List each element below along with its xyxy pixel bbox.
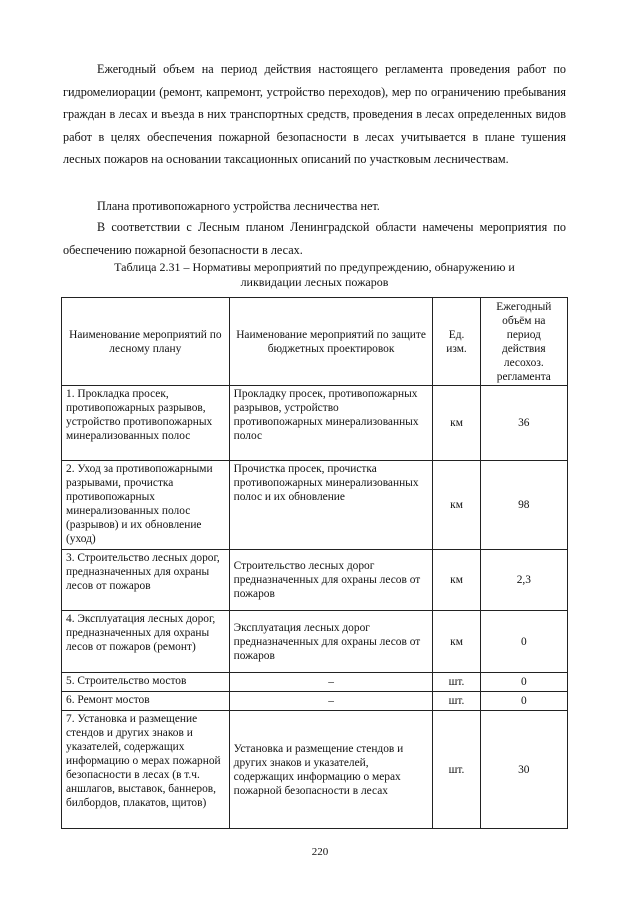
cell-unit: км: [433, 550, 480, 611]
table-caption-line-2: ликвидации лесных пожаров: [240, 275, 389, 289]
table-row: [62, 386, 568, 461]
cell-volume: 98: [480, 461, 567, 550]
paragraph-annual-volume: Ежегодный объем на период действия настоящего регламента проведения работ по гидромелиорации (ремонт, капремонт, устройство переходов), мер по ограничению пребывания граждан в лесах и въезда в них транспортных средств, проведения в лесах определенных видов работ в целях обеспечения пожарной безопасности в лесах учитывается в плане тушения лесных пожаров на основании таксационных описаний по участковым лесничествам.: [63, 62, 566, 166]
cell-budget: Эксплуатация лесных дорог предназначенных для охраны лесов от пожаров: [229, 611, 433, 673]
cell-unit: шт.: [433, 692, 480, 711]
table-caption-line-1: Таблица 2.31 – Нормативы мероприятий по предупреждению, обнаружению и: [114, 260, 515, 274]
header-plan-measures: Наименование мероприятий по лесному плану: [62, 298, 230, 386]
cell-unit: км: [433, 386, 480, 461]
cell-plan: 7. Установка и размещение стендов и других знаков и указателей, содержащих информацию о мерах пожарной безопасности в лесах (в т.ч. аншлагов, выставок, баннеров, билбордов, плакатов, щитов): [62, 711, 230, 829]
cell-volume: 0: [480, 673, 567, 692]
cell-unit: км: [433, 611, 480, 673]
page-number: 220: [311, 846, 329, 858]
paragraph-forest-plan: В соответствии с Лесным планом Ленинградской области намечены мероприятия по обеспечению пожарной безопасности в лесах.: [63, 220, 566, 257]
cell-budget: Прокладку просек, противопожарных разрывов, устройство противопожарных минерализованных полос: [229, 386, 433, 461]
table-row: [62, 673, 568, 692]
intro-paragraph: [63, 58, 566, 171]
header-annual-volume: Ежегодный объём на период действия лесохоз. регламента: [480, 298, 567, 386]
table-caption: [63, 260, 566, 290]
paragraph-no-plan: Плана противопожарного устройства лесничества нет.: [97, 199, 380, 213]
paragraph-block-2: [63, 195, 566, 218]
cell-volume: 0: [480, 611, 567, 673]
cell-volume: 30: [480, 711, 567, 829]
table-row: [62, 711, 568, 829]
cell-unit: шт.: [433, 673, 480, 692]
cell-volume: 0: [480, 692, 567, 711]
cell-volume: 2,3: [480, 550, 567, 611]
cell-unit: км: [433, 461, 480, 550]
cell-budget: Установка и размещение стендов и других знаков и указателей, содержащих информацию о мерах пожарной безопасности в лесах: [229, 711, 433, 829]
cell-budget: Прочистка просек, прочистка противопожарных минерализованных полос и их обновление: [229, 461, 433, 550]
cell-plan: 5. Строительство мостов: [62, 673, 230, 692]
cell-plan: 3. Строительство лесных дорог, предназначенных для охраны лесов от пожаров: [62, 550, 230, 611]
header-budget-measures: Наименование мероприятий по защите бюджетных проектировок: [229, 298, 433, 386]
cell-volume: 36: [480, 386, 567, 461]
cell-budget: Строительство лесных дорог предназначенных для охраны лесов от пожаров: [229, 550, 433, 611]
table-row: [62, 611, 568, 673]
header-unit: Ед. изм.: [433, 298, 480, 386]
table-row: [62, 550, 568, 611]
cell-budget: –: [229, 673, 433, 692]
cell-budget: –: [229, 692, 433, 711]
table-row: [62, 692, 568, 711]
table-header-row: [62, 298, 568, 386]
cell-plan: 4. Эксплуатация лесных дорог, предназначенных для охраны лесов от пожаров (ремонт): [62, 611, 230, 673]
cell-plan: 6. Ремонт мостов: [62, 692, 230, 711]
cell-unit: шт.: [433, 711, 480, 829]
table-row: [62, 461, 568, 550]
cell-plan: 2. Уход за противопожарными разрывами, прочистка противопожарных минерализованных полос (разрывов) и их обновление (уход): [62, 461, 230, 550]
fire-measures-table: [61, 297, 568, 829]
cell-plan: 1. Прокладка просек, противопожарных разрывов, устройство противопожарных минерализованных полос: [62, 386, 230, 461]
paragraph-block-3: [63, 216, 566, 261]
